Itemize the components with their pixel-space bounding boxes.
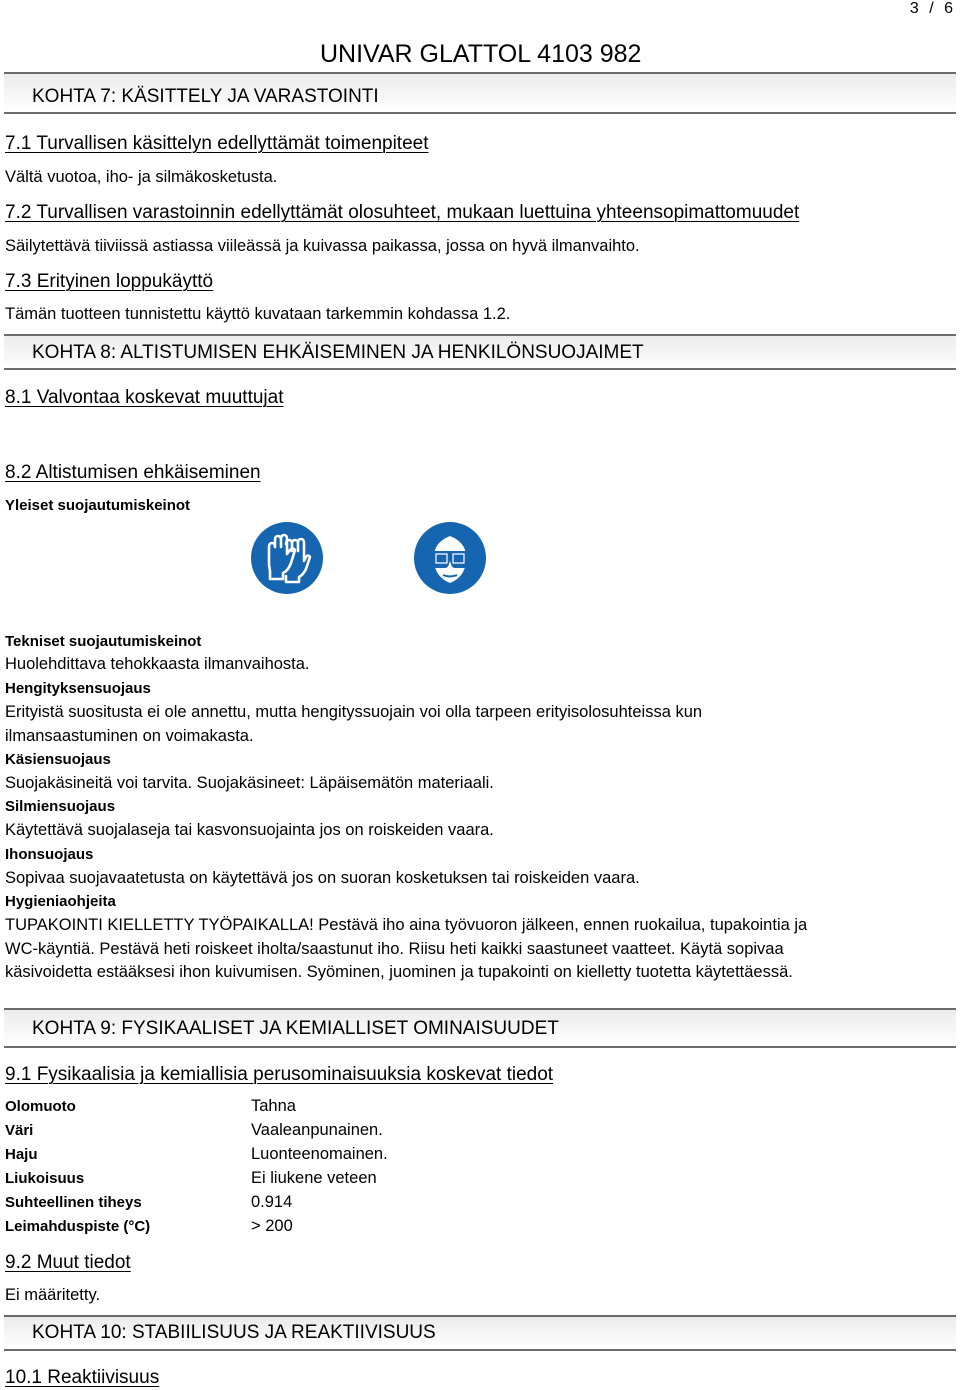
subsection-7-2-text: Säilytettävä tiiviissä astiassa viileässä ja kuivassa paikassa, jossa on hyvä ilmanvaihto. <box>5 237 640 255</box>
property-value: Luonteenomainen. <box>251 1145 388 1163</box>
subsection-7-1-title: 7.1 Turvallisen käsittelyn edellyttämät toimenpiteet <box>5 133 429 154</box>
hand-protection-label: Käsiensuojaus <box>5 751 111 768</box>
hygiene-text-1: TUPAKOINTI KIELLETTY TYÖPAIKALLA! Pestävä iho aina työvuoron jälkeen, ennen ruokailua, tupakointia ja <box>5 916 808 934</box>
hand-protection-text: Suojakäsineitä voi tarvita. Suojakäsineet: Läpäisemätön materiaali. <box>5 774 494 792</box>
section-10-header <box>4 1315 956 1351</box>
property-label: Suhteellinen tiheys <box>5 1194 142 1211</box>
eye-protection-text: Käytettävä suojalaseja tai kasvonsuojainta jos on roiskeiden vaara. <box>5 821 494 839</box>
respiratory-protection-text-2: ilmansaastuminen on voimakasta. <box>5 727 254 745</box>
page-number: 3 / 6 <box>909 0 956 17</box>
property-label: Haju <box>5 1146 38 1163</box>
goggles-icon <box>413 521 487 595</box>
hygiene-label: Hygieniaohjeita <box>5 893 116 910</box>
section-10-heading: KOHTA 10: STABIILISUUS JA REAKTIIVISUUS <box>32 1322 436 1343</box>
respiratory-protection-text-1: Erityistä suositusta ei ole annettu, mutta hengityssuojain voi olla tarpeen erityisolosuhteissa kun <box>5 703 703 721</box>
section-8-header <box>4 334 956 370</box>
subsection-8-2-title: 8.2 Altistumisen ehkäiseminen <box>5 462 261 483</box>
section-9-header <box>4 1008 956 1048</box>
hygiene-text-2: WC-käyntiä. Pestävä heti roiskeet iholta/saastunut iho. Riisu heti kaikki saastuneet vaatteet. Käytä sopivaa <box>5 940 784 958</box>
technical-measures-text: Huolehdittava tehokkaasta ilmanvaihosta. <box>5 655 310 673</box>
subsection-10-1-title: 10.1 Reaktiivisuus <box>5 1367 160 1388</box>
property-label: Olomuoto <box>5 1098 76 1115</box>
property-label: Väri <box>5 1122 34 1139</box>
technical-measures-label: Tekniset suojautumiskeinot <box>5 633 202 650</box>
subsection-9-1-title: 9.1 Fysikaalisia ja kemiallisia perusominaisuuksia koskevat tiedot <box>5 1064 554 1085</box>
skin-protection-text: Sopivaa suojavaatetusta on käytettävä jos on suoran kosketuksen tai roiskeiden vaara. <box>5 869 640 887</box>
section-7-heading: KOHTA 7: KÄSITTELY JA VARASTOINTI <box>32 86 379 107</box>
property-label: Liukoisuus <box>5 1170 85 1187</box>
subsection-9-2-text: Ei määritetty. <box>5 1286 101 1304</box>
subsection-8-1-title: 8.1 Valvontaa koskevat muuttujat <box>5 387 284 408</box>
subsection-7-2-title: 7.2 Turvallisen varastoinnin edellyttämät olosuhteet, mukaan luettuina yhteensopimattomuudet <box>5 202 800 223</box>
subsection-9-2-title: 9.2 Muut tiedot <box>5 1252 131 1273</box>
property-label: Leimahduspiste (°C) <box>5 1218 151 1235</box>
product-title: UNIVAR GLATTOL 4103 982 <box>320 40 642 68</box>
subsection-7-1-text: Vältä vuotoa, iho- ja silmäkosketusta. <box>5 168 278 186</box>
skin-protection-label: Ihonsuojaus <box>5 846 94 863</box>
property-value: Ei liukene veteen <box>251 1169 377 1187</box>
property-value: Vaaleanpunainen. <box>251 1121 383 1139</box>
section-7-header <box>4 72 956 114</box>
subsection-7-3-text: Tämän tuotteen tunnistettu käyttö kuvataan tarkemmin kohdassa 1.2. <box>5 305 511 323</box>
property-value: > 200 <box>251 1217 293 1235</box>
section-9-heading: KOHTA 9: FYSIKAALISET JA KEMIALLISET OMINAISUUDET <box>32 1018 559 1039</box>
property-value: Tahna <box>251 1097 296 1115</box>
subsection-7-3-title: 7.3 Erityinen loppukäyttö <box>5 271 214 292</box>
section-8-heading: KOHTA 8: ALTISTUMISEN EHKÄISEMINEN JA HENKILÖNSUOJAIMET <box>32 342 644 363</box>
hygiene-text-3: käsivoidetta estääksesi ihon kuivumisen. Syöminen, juominen ja tupakointi on kielletty tuotetta käytettäessä. <box>5 963 793 981</box>
gloves-icon <box>250 521 324 595</box>
property-value: 0.914 <box>251 1193 293 1211</box>
general-measures-label: Yleiset suojautumiskeinot <box>5 497 191 514</box>
eye-protection-label: Silmiensuojaus <box>5 798 116 815</box>
respiratory-protection-label: Hengityksensuojaus <box>5 680 151 697</box>
